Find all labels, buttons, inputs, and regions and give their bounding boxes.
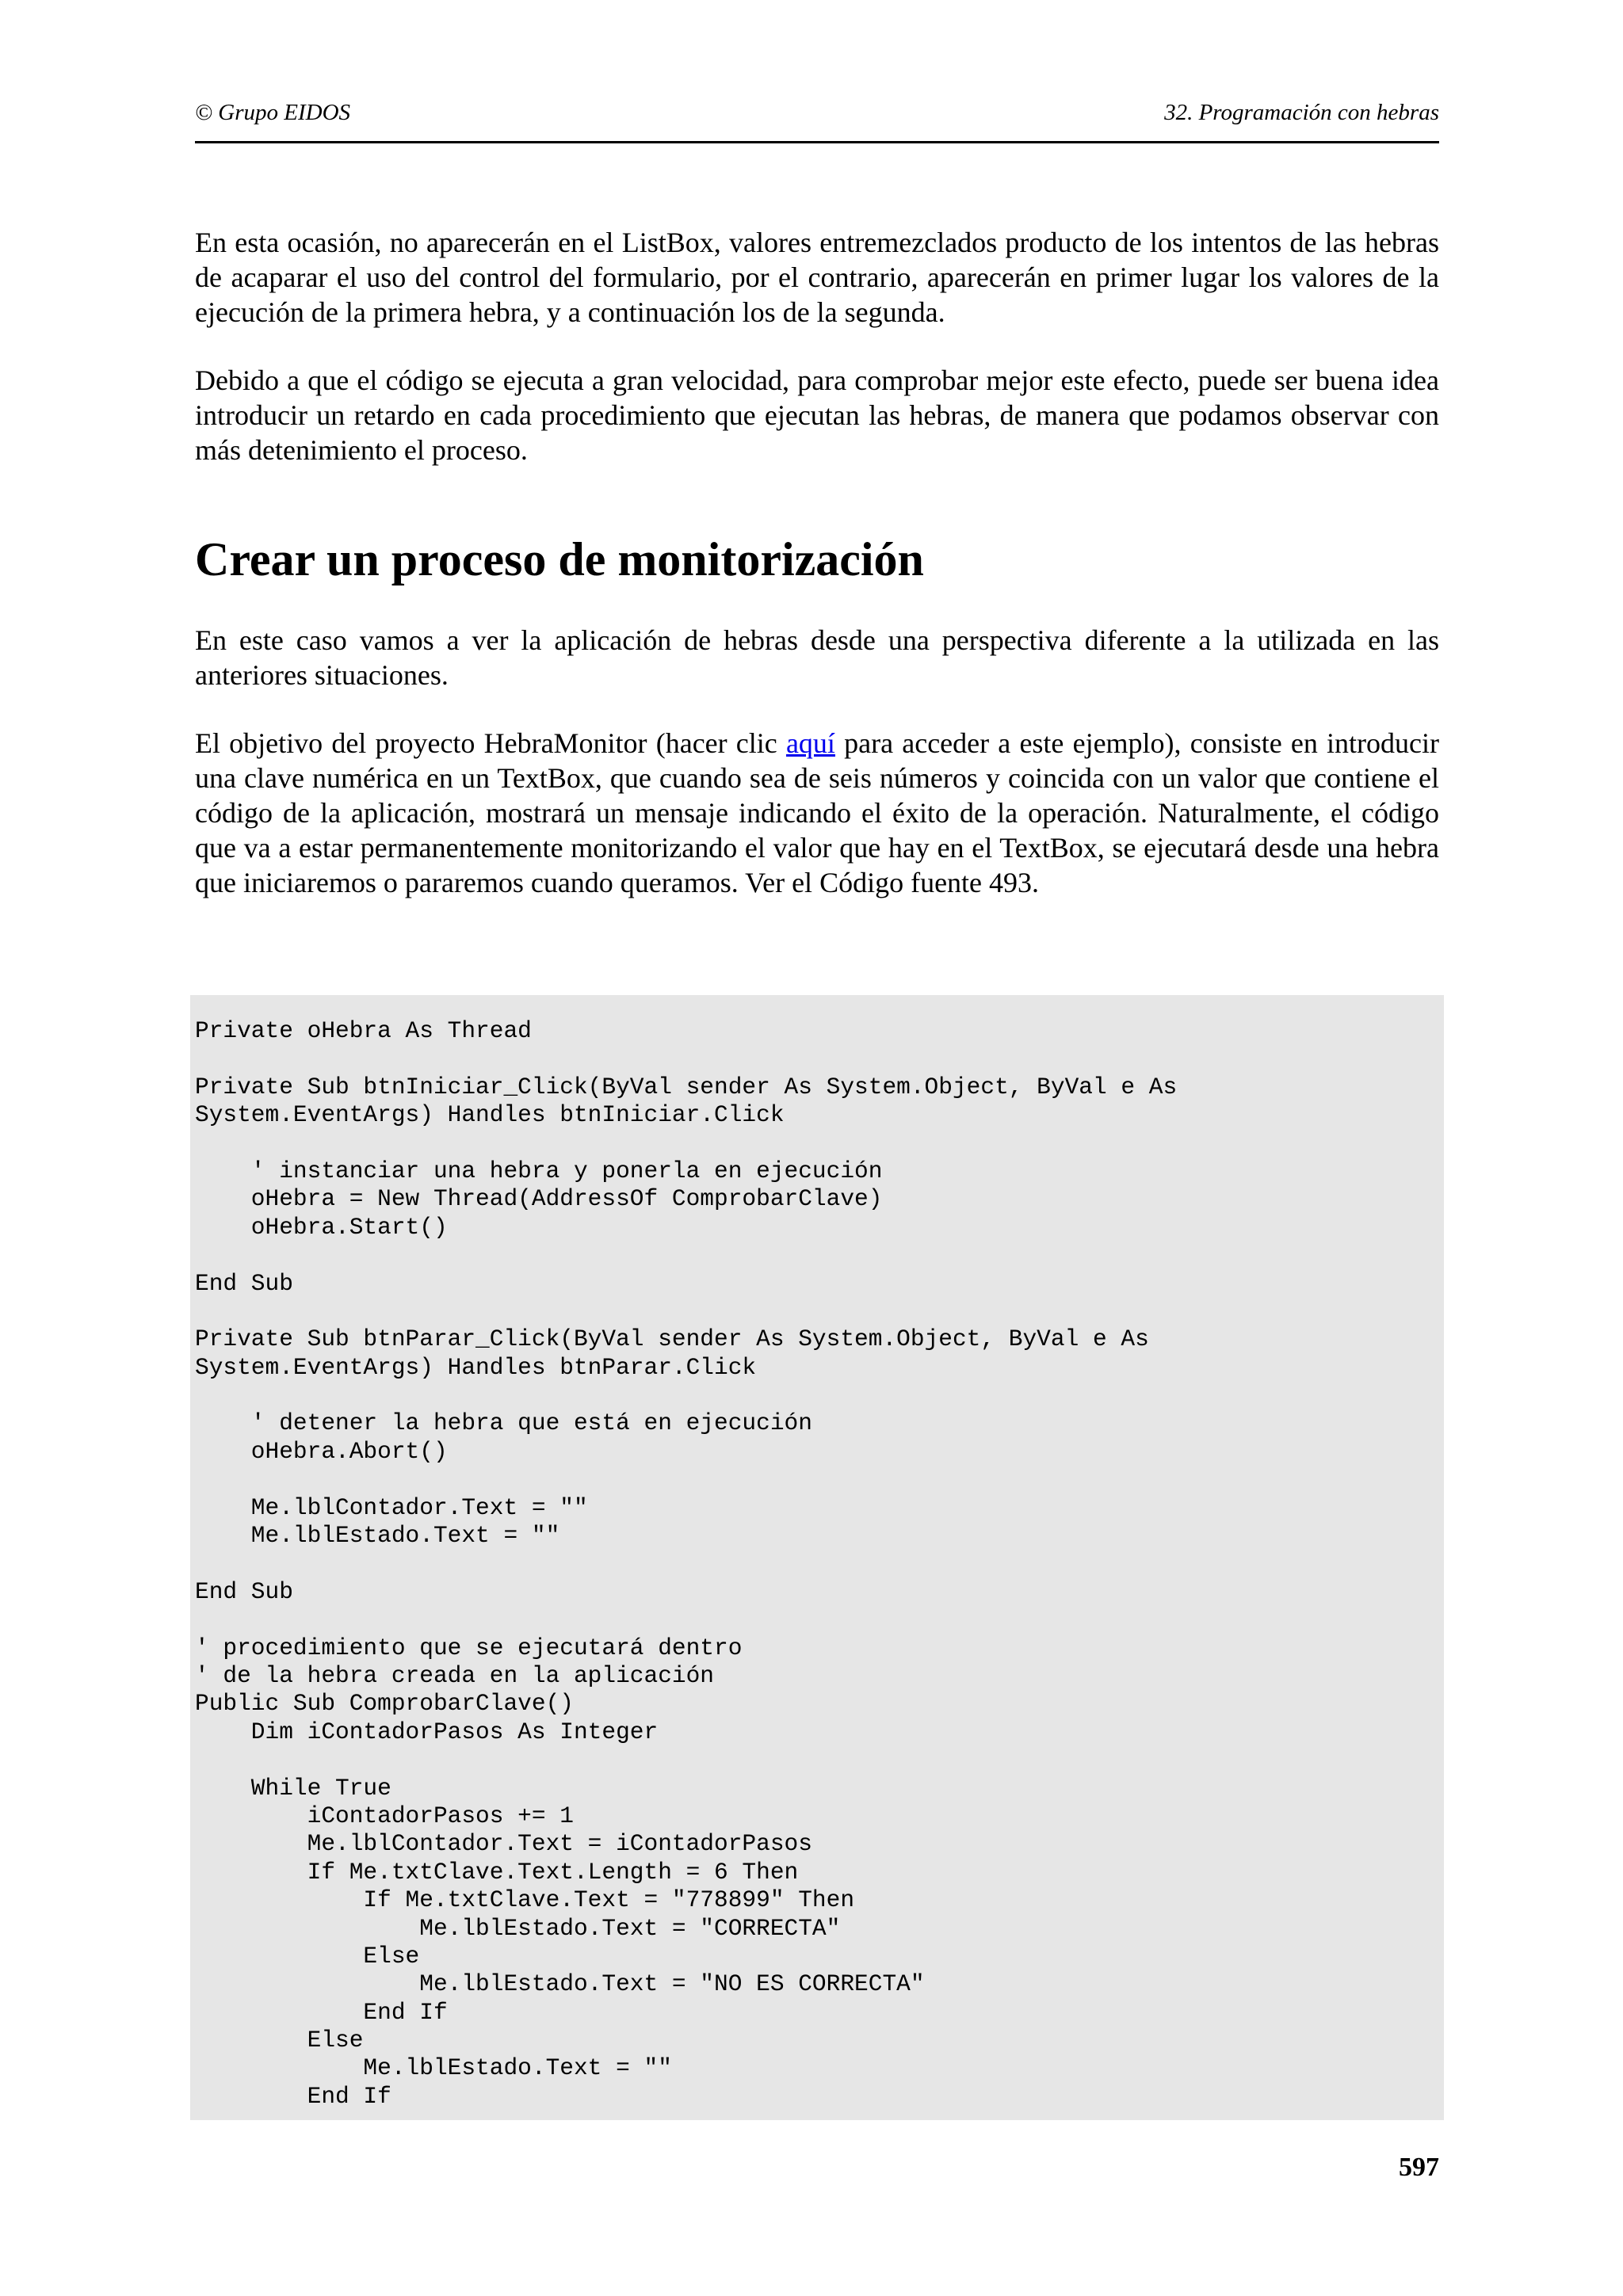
code-line: ' detener la hebra que está en ejecución xyxy=(195,1409,812,1437)
code-line xyxy=(195,1606,1444,1634)
header-chapter-title: 32. Programación con hebras xyxy=(1164,100,1439,125)
code-line xyxy=(195,1550,1444,1577)
paragraph-perspective: En este caso vamos a ver la aplicación de hebras desde una perspectiva diferente a la utilizada en las anteriores situaciones. xyxy=(195,624,1439,691)
code-line: While True xyxy=(195,1774,391,1802)
code-line: Else xyxy=(195,1942,420,1970)
code-line: Private Sub btnIniciar_Click(ByVal sender As System.Object, ByVal e As xyxy=(195,1073,1178,1100)
paragraph-listbox-order: En esta ocasión, no aparecerán en el ListBox, valores entremezclados producto de los intentos de las hebras de acaparar el uso del control del formulario, por el contrario, aparecerán en primer lugar los valores de la ejecución de la primera hebra, y a continuación los de la segunda. xyxy=(195,227,1439,328)
paragraph-delay-suggestion: Debido a que el código se ejecuta a gran velocidad, para comprobar mejor este efecto, puede ser buena idea introducir un retardo en cada procedimiento que ejecutan las hebras, de manera que podamos observar con más detenimiento el proceso. xyxy=(195,364,1439,466)
paragraph-text-after-link: para acceder a este ejemplo), consiste en introducir una clave numérica en un TextBox, que cuando sea de seis números y coincida con un valor que contiene el código de la aplicación, mostrará un mensaje indicando el éxito de la operación. Naturalmente, el código que va a estar permanentemente monitorizando el valor que hay en el TextBox, se ejecutará desde una hebra que iniciaremos o pararemos cuando queramos. Ver el Código fuente 493. xyxy=(195,727,1439,898)
code-line: ' procedimiento que se ejecutará dentro xyxy=(195,1634,743,1661)
code-line: Me.lblEstado.Text = "" xyxy=(195,2054,672,2082)
example-link[interactable]: aquí xyxy=(785,727,835,759)
code-line xyxy=(195,1130,1444,1158)
code-line: Me.lblContador.Text = iContadorPasos xyxy=(195,1830,812,1858)
code-line: oHebra.Abort() xyxy=(195,1437,448,1465)
code-line: Me.lblEstado.Text = "NO ES CORRECTA" xyxy=(195,1970,925,1998)
code-line xyxy=(195,1045,1444,1073)
header-publisher: © Grupo EIDOS xyxy=(195,100,351,125)
code-line: iContadorPasos += 1 xyxy=(195,1802,574,1829)
code-line: If Me.txtClave.Text = "778899" Then xyxy=(195,1886,855,1914)
code-line: System.EventArgs) Handles btnParar.Click xyxy=(195,1353,757,1381)
code-listing xyxy=(190,995,1444,2120)
code-line: Public Sub ComprobarClave() xyxy=(195,1690,574,1718)
code-line xyxy=(195,1746,1444,1774)
code-line: Dim iContadorPasos As Integer xyxy=(195,1718,659,1745)
code-line: Private oHebra As Thread xyxy=(195,1017,532,1044)
code-line: Private Sub btnParar_Click(ByVal sender As System.Object, ByVal e As xyxy=(195,1325,1149,1353)
section-heading: Crear un proceso de monitorización xyxy=(195,533,924,585)
code-line: ' de la hebra creada en la aplicación xyxy=(195,1661,715,1689)
code-line: oHebra.Start() xyxy=(195,1213,448,1241)
code-line: Else xyxy=(195,2027,364,2054)
paragraph-text-before-link: El objetivo del proyecto HebraMonitor (hacer clic xyxy=(195,727,786,759)
page-number: 597 xyxy=(1399,2153,1439,2182)
code-line xyxy=(195,1298,1444,1325)
code-line: End Sub xyxy=(195,1269,293,1297)
code-line: End Sub xyxy=(195,1577,293,1605)
code-line: Me.lblEstado.Text = "CORRECTA" xyxy=(195,1914,841,1942)
code-line: End If xyxy=(195,1998,448,2026)
running-header xyxy=(195,93,1439,143)
code-line xyxy=(195,1382,1444,1409)
code-line: If Me.txtClave.Text.Length = 6 Then xyxy=(195,1858,799,1886)
code-line: Me.lblContador.Text = "" xyxy=(195,1493,588,1521)
paragraph-project-objective xyxy=(195,726,1439,900)
code-line xyxy=(195,1241,1444,1269)
code-line: Me.lblEstado.Text = "" xyxy=(195,1522,560,1550)
code-line xyxy=(195,1466,1444,1493)
code-line: oHebra = New Thread(AddressOf ComprobarClave) xyxy=(195,1185,883,1213)
code-line: End If xyxy=(195,2082,391,2110)
code-line: ' instanciar una hebra y ponerla en ejecución xyxy=(195,1157,883,1184)
code-line: System.EventArgs) Handles btnIniciar.Click xyxy=(195,1101,785,1129)
